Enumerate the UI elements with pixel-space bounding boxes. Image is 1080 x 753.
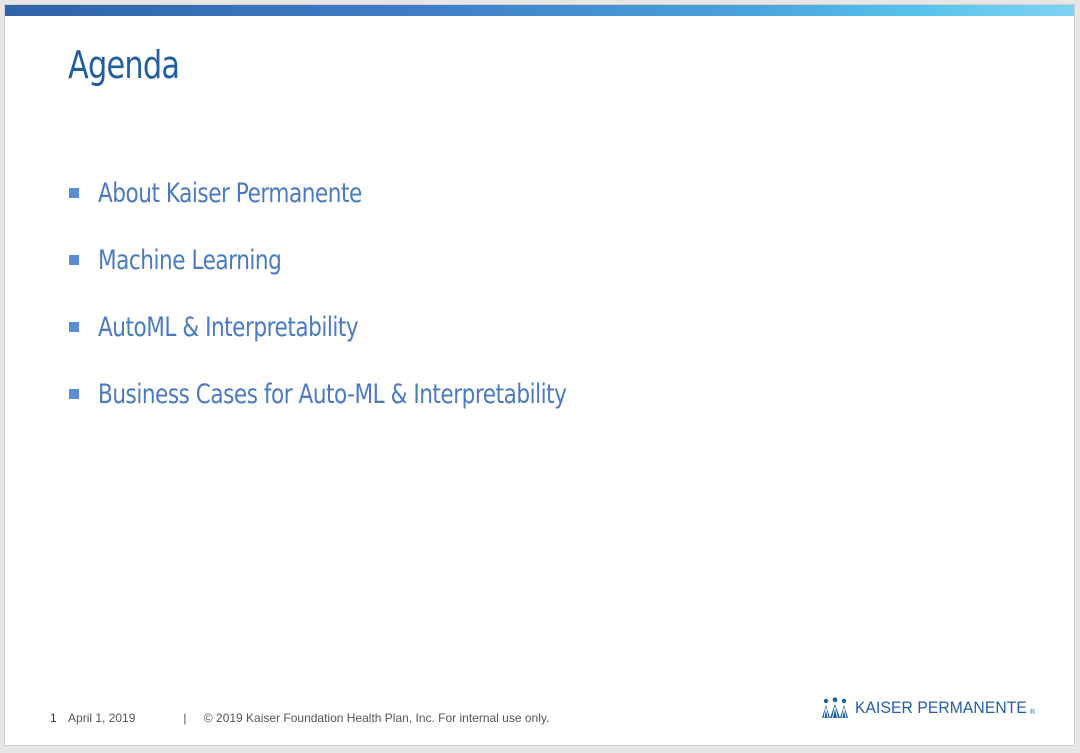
- footer-date: April 1, 2019: [68, 711, 136, 725]
- footer-copyright: © 2019 Kaiser Foundation Health Plan, Inc. For internal use only.: [203, 711, 550, 725]
- square-bullet-icon: [69, 322, 79, 332]
- page-number: 1: [50, 711, 57, 725]
- kaiser-people-icon: [821, 697, 849, 719]
- square-bullet-icon: [69, 389, 79, 399]
- registered-mark: ®: [1029, 708, 1036, 716]
- agenda-item: [69, 307, 684, 347]
- kaiser-permanente-logo: [821, 697, 1035, 719]
- agenda-item: [69, 240, 684, 280]
- agenda-list: [69, 173, 684, 441]
- slide-footer: [50, 711, 549, 725]
- agenda-item-label: AutoML & Interpretability: [98, 311, 359, 343]
- square-bullet-icon: [69, 188, 79, 198]
- slide-title: Agenda: [68, 43, 180, 87]
- agenda-item-label: Machine Learning: [98, 244, 282, 276]
- slide: [4, 4, 1075, 746]
- square-bullet-icon: [69, 255, 79, 265]
- logo-wordmark: KAISER PERMANENTE: [855, 698, 1027, 717]
- agenda-item: [69, 173, 684, 213]
- agenda-item: [69, 374, 684, 414]
- agenda-item-label: Business Cases for Auto-ML & Interpretability: [98, 378, 567, 410]
- footer-separator: |: [183, 711, 187, 725]
- top-accent-bar: [5, 5, 1074, 16]
- agenda-item-label: About Kaiser Permanente: [98, 177, 362, 209]
